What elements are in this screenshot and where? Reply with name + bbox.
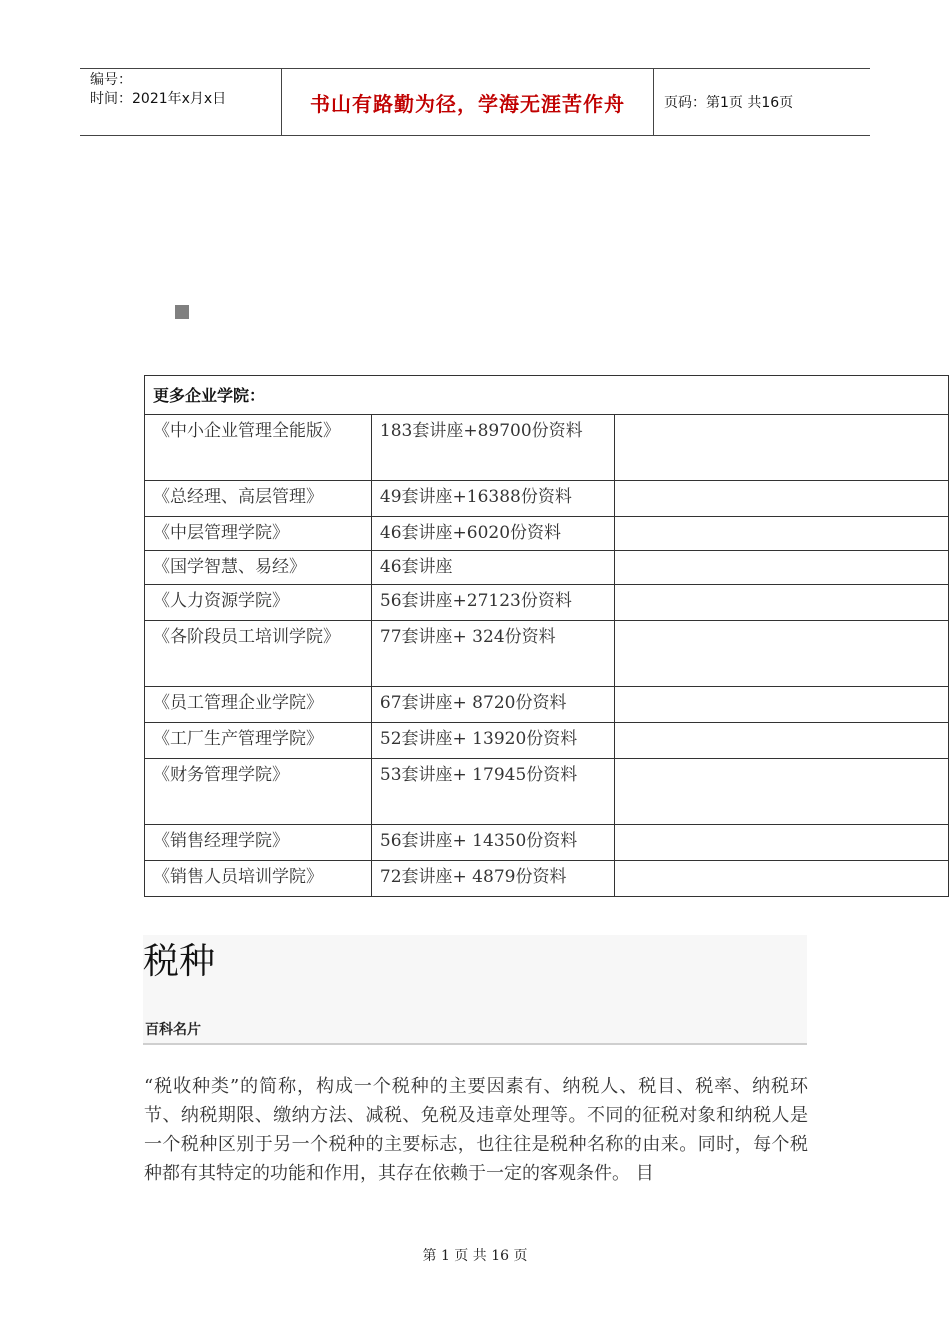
header-page-label: 页码：第1页 共16页 <box>664 95 794 111</box>
row-name: 《中层管理学院》 <box>153 523 289 543</box>
table-row <box>145 585 949 621</box>
document-header <box>80 68 870 136</box>
table-row <box>145 621 949 687</box>
table-row <box>145 861 949 897</box>
row-desc: 72套讲座+ 4879份资料 <box>379 867 567 887</box>
row-desc: 49套讲座+16388份资料 <box>379 487 572 507</box>
row-desc: 52套讲座+ 13920份资料 <box>379 729 578 749</box>
table-row <box>145 759 949 825</box>
table-row <box>145 415 949 481</box>
divider <box>143 1043 807 1045</box>
header-meta <box>80 69 282 135</box>
row-desc: 67套讲座+ 8720份资料 <box>379 693 567 713</box>
table-row <box>145 687 949 723</box>
table-row <box>145 481 949 517</box>
row-name: 《国学智慧、易经》 <box>153 557 306 577</box>
header-motto: 书山有路勤为径，学海无涯苦作舟 <box>282 69 654 135</box>
row-desc: 53套讲座+ 17945份资料 <box>379 765 578 785</box>
article-header-background <box>143 935 807 1045</box>
table-heading: 更多企业学院： <box>145 376 949 415</box>
table-row <box>145 825 949 861</box>
row-desc: 183套讲座+89700份资料 <box>379 421 583 441</box>
row-name: 《中小企业管理全能版》 <box>153 421 340 441</box>
article-subtitle: 百科名片 <box>145 1022 201 1038</box>
row-name: 《销售经理学院》 <box>153 831 289 851</box>
row-name: 《总经理、高层管理》 <box>153 487 323 507</box>
row-desc: 46套讲座 <box>379 557 453 577</box>
row-name: 《销售人员培训学院》 <box>153 867 323 887</box>
row-desc: 46套讲座+6020份资料 <box>379 523 562 543</box>
article-title: 税种 <box>143 941 216 982</box>
row-desc: 77套讲座+ 324份资料 <box>379 627 556 647</box>
academy-table <box>144 375 949 897</box>
square-bullet-icon <box>175 305 189 319</box>
row-name: 《员工管理企业学院》 <box>153 693 323 713</box>
row-name: 《各阶段员工培训学院》 <box>153 627 340 647</box>
row-desc: 56套讲座+ 14350份资料 <box>379 831 578 851</box>
date-label: 时间：2021年x月x日 <box>90 91 227 107</box>
article-body: “税收种类”的简称，构成一个税种的主要因素有、纳税人、税目、税率、纳税环节、纳税期限、缴纳方法、减税、免税及违章处理等。不同的征税对象和纳税人是一个税种区别于另一个税种的主要标志，也往往是税种名称的由来。同时，每个税种都有其特定的功能和作用，其存在依赖于一定的客观条件。 目 <box>144 1076 808 1184</box>
row-name: 《财务管理学院》 <box>153 765 289 785</box>
table-row <box>145 551 949 585</box>
row-desc: 56套讲座+27123份资料 <box>379 591 572 611</box>
row-name: 《工厂生产管理学院》 <box>153 729 323 749</box>
row-name: 《人力资源学院》 <box>153 591 289 611</box>
table-row <box>145 517 949 551</box>
table-row <box>145 723 949 759</box>
code-label: 编号： <box>90 72 132 88</box>
page-footer: 第 1 页 共 16 页 <box>422 1248 528 1264</box>
